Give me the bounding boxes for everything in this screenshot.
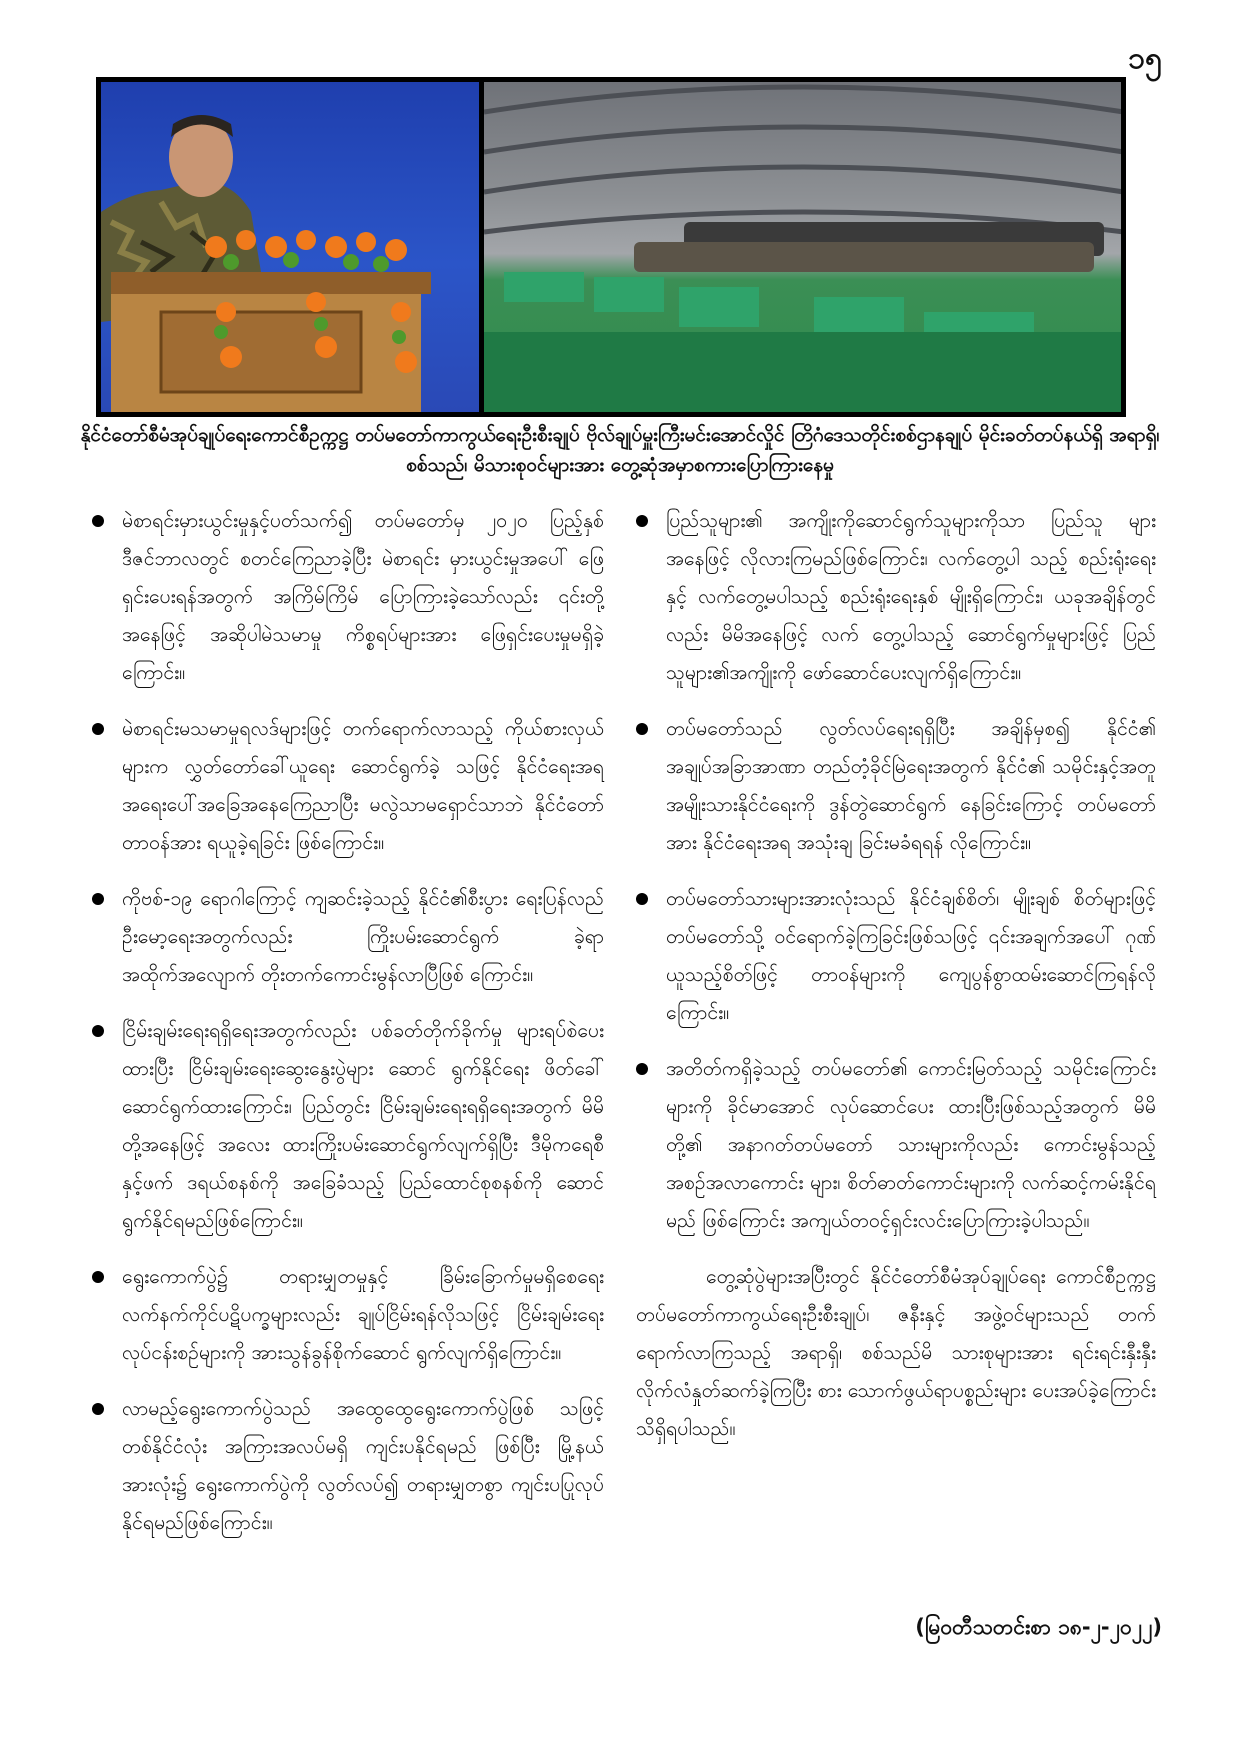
hall-illustration (484, 82, 1121, 412)
left-column (92, 502, 604, 1560)
audience-photo (484, 82, 1121, 412)
bullet-item: မဲစာရင်းမသမာမှုရလဒ်များဖြင့် တက်ရောက်လာသည့် ကိုယ်စားလှယ်များက လွှတ်တော်ခေါ်ယူရေး ဆောင်ရွက်ခဲ့ သဖြင့် နိုင်ငံရေးအရ အရေးပေါ်အခြေအနေကြေညာပြီး မလွဲသာမရှောင်သာဘဲ နိုင်ငံတော်တာဝန်အား ရယူခဲ့ရခြင်း ဖြစ်ကြောင်း။ (92, 710, 604, 862)
speaker-illustration (101, 82, 479, 412)
right-column (636, 502, 1156, 1448)
bullet-item: လာမည့်ရွေးကောက်ပွဲသည် အထွေထွေရွေးကောက်ပွဲဖြစ် သဖြင့် တစ်နိုင်ငံလုံး အကြားအလပ်မရှိ ကျင်းပနိုင်ရမည် ဖြစ်ပြီး မြို့နယ်အားလုံး၌ ရွေးကောက်ပွဲကို လွတ်လပ်၍ တရားမျှတစွာ ကျင်းပပြုလုပ်နိုင်ရမည်ဖြစ်ကြောင်း။ (92, 1390, 604, 1542)
bullet-item: တပ်မတော်သည် လွတ်လပ်ရေးရရှိပြီး အချိန်မှစ၍ နိုင်ငံ၏ အချုပ်အခြာအာဏာ တည်တံ့ခိုင်မြဲရေးအတွက် နိုင်ငံ၏ သမိုင်းနှင့်အတူ အမျိုးသားနိုင်ငံရေးကို ဒွန်တွဲဆောင်ရွက် နေခြင်းကြောင့် တပ်မတော်အား နိုင်ငံရေးအရ အသုံးချ ခြင်းမခံရရန် လိုကြောင်း။ (636, 710, 1156, 862)
photo-caption: နိုင်ငံတော်စီမံအုပ်ချုပ်ရေးကောင်စီဥက္ကဋ္ဌ တပ်မတော်ကာကွယ်ရေးဦးစီးချုပ် ဗိုလ်ချုပ်မှူးကြီးမင်းအောင်လှိုင် တြိဂံဒေသတိုင်းစစ်ဌာနချုပ် မိုင်းခတ်တပ်နယ်ရှိ အရာရှိ၊ စစ်သည်၊ မိသားစုဝင်များအား တွေ့ဆုံအမှာစကားပြောကြားနေမှု (80, 424, 1160, 476)
bullet-item: ရွေးကောက်ပွဲ၌ တရားမျှတမှုနှင့် ခြိမ်းခြောက်မှုမရှိစေရေး လက်နက်ကိုင်ပဋိပက္ခများလည်း ချုပ်ငြိမ်းရန်လိုသဖြင့် ငြိမ်းချမ်းရေးလုပ်ငန်းစဉ်များကို အားသွန်ခွန်စိုက်ဆောင် ရွက်လျက်ရှိကြောင်း။ (92, 1258, 604, 1372)
bullet-item: အတိတ်ကရှိခဲ့သည့် တပ်မတော်၏ ကောင်းမြတ်သည့် သမိုင်းကြောင်းများကို ခိုင်မာအောင် လုပ်ဆောင်ပေး ထားပြီးဖြစ်သည့်အတွက် မိမိတို့၏ အနာဂတ်တပ်မတော် သားများကိုလည်း ကောင်းမွန်သည့် အစဉ်အလာကောင်း များ၊ စိတ်ဓာတ်ကောင်းများကို လက်ဆင့်ကမ်းနိုင်ရမည် ဖြစ်ကြောင်း အကျယ်တဝင့်ရှင်းလင်းပြောကြားခဲ့ပါသည်။ (636, 1050, 1156, 1240)
bullet-item: မဲစာရင်းမှားယွင်းမှုနှင့်ပတ်သက်၍ တပ်မတော်မှ ၂၀၂၀ ပြည့်နှစ် ဒီဇင်ဘာလတွင် စတင်ကြေညာခဲ့ပြီး မဲစာရင်း မှားယွင်းမှုအပေါ် ဖြေရှင်းပေးရန်အတွက် အကြိမ်ကြိမ် ပြောကြားခဲ့သော်လည်း ၎င်းတို့အနေဖြင့် အဆိုပါမဲသမာမှု ကိစ္စရပ်များအား ဖြေရှင်းပေးမှုမရှိခဲ့ကြောင်း။ (92, 502, 604, 692)
bullet-item: ငြိမ်းချမ်းရေးရရှိရေးအတွက်လည်း ပစ်ခတ်တိုက်ခိုက်မှု များရပ်စဲပေးထားပြီး ငြိမ်းချမ်းရေးဆွေးနွေးပွဲများ ဆောင် ရွက်နိုင်ရေး ဖိတ်ခေါ်ဆောင်ရွက်ထားကြောင်း၊ ပြည်တွင်း ငြိမ်းချမ်းရေးရရှိရေးအတွက် မိမိတို့အနေဖြင့် အလေး ထားကြိုးပမ်းဆောင်ရွက်လျက်ရှိပြီး ဒီမိုကရေစီနှင့်ဖက် ဒရယ်စနစ်ကို အခြေခံသည့် ပြည်ထောင်စုစနစ်ကို ဆောင် ရွက်နိုင်ရမည်ဖြစ်ကြောင်း။ (92, 1012, 604, 1240)
page-number: ၁၅ (1128, 41, 1162, 76)
bullet-item: ကိုဗစ်-၁၉ ရောဂါကြောင့် ကျဆင်းခဲ့သည့် နိုင်ငံ၏စီးပွား ရေးပြန်လည်ဦးမော့ရေးအတွက်လည်း ကြိုးပမ်းဆောင်ရွက် ခဲ့ရာ အထိုက်အလျောက် တိုးတက်ကောင်းမွန်လာပြီဖြစ် ကြောင်း။ (92, 880, 604, 994)
photo-strip (96, 77, 1126, 417)
closing-paragraph: တွေ့ဆုံပွဲများအပြီးတွင် နိုင်ငံတော်စီမံအုပ်ချုပ်ရေး ကောင်စီဥက္ကဋ္ဌ တပ်မတော်ကာကွယ်ရေးဦးစီးချုပ်၊ ဇနီးနှင့် အဖွဲ့ဝင်များသည် တက်ရောက်လာကြသည့် အရာရှိ၊ စစ်သည်မိ သားစုများအား ရင်းရင်းနှီးနှီးလိုက်လံနှုတ်ဆက်ခဲ့ကြပြီး စား သောက်ဖွယ်ရာပစ္စည်းများ ပေးအပ်ခဲ့ကြောင်း သိရှိရပါသည်။ (636, 1265, 1156, 1440)
bullet-item: ပြည်သူများ၏ အကျိုးကိုဆောင်ရွက်သူများကိုသာ ပြည်သူ များအနေဖြင့် လိုလားကြမည်ဖြစ်ကြောင်း၊ လက်တွေ့ပါ သည့် စည်းရုံးရေးနှင့် လက်တွေ့မပါသည့် စည်းရုံးရေးနှစ် မျိုးရှိကြောင်း၊ ယခုအချိန်တွင်လည်း မိမိအနေဖြင့် လက် တွေ့ပါသည့် ဆောင်ရွက်မှုများဖြင့် ပြည်သူများ၏အကျိုးကို ဖော်ဆောင်ပေးလျက်ရှိကြောင်း။ (636, 502, 1156, 692)
source-citation: (မြဝတီသတင်းစာ ၁၈-၂-၂၀၂၂) (915, 1615, 1162, 1639)
speaker-photo (101, 82, 479, 412)
bullet-item: တပ်မတော်သားများအားလုံးသည် နိုင်ငံချစ်စိတ်၊ မျိုးချစ် စိတ်များဖြင့် တပ်မတော်သို့ ဝင်ရောက်ခဲ့ကြခြင်းဖြစ်သဖြင့် ၎င်းအချက်အပေါ် ဂုဏ်ယူသည့်စိတ်ဖြင့် တာဝန်များကို ကျေပွန်စွာထမ်းဆောင်ကြရန်လိုကြောင်း။ (636, 880, 1156, 1032)
